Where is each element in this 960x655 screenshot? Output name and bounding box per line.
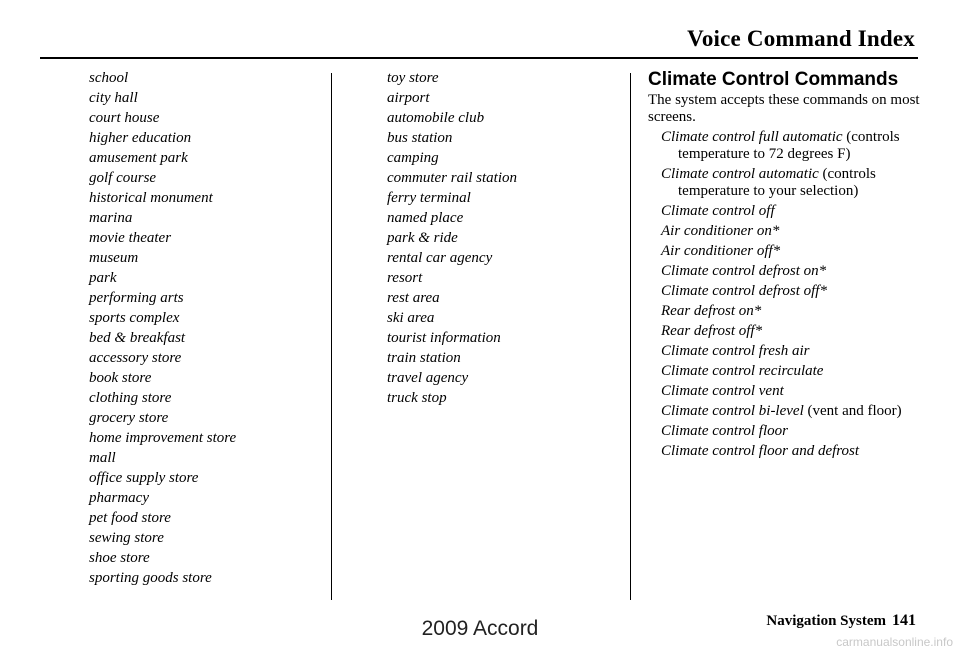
command-text: Climate control floor and defrost bbox=[661, 443, 860, 459]
command-text: Climate control automatic bbox=[661, 166, 819, 182]
list-item: park & ride bbox=[387, 230, 458, 246]
list-item: rest area bbox=[387, 290, 440, 306]
command-item bbox=[648, 383, 920, 400]
list-item: movie theater bbox=[89, 230, 172, 246]
command-item bbox=[648, 129, 920, 163]
command-note: (controls temperature to your selection) bbox=[678, 166, 876, 199]
command-item bbox=[648, 263, 920, 280]
list-item: ski area bbox=[387, 310, 435, 326]
command-text: Climate control recirculate bbox=[661, 363, 824, 379]
list-item: mall bbox=[89, 450, 116, 466]
column-divider-1 bbox=[331, 73, 332, 600]
command-text: Climate control floor bbox=[661, 423, 788, 439]
list-item: truck stop bbox=[387, 390, 447, 406]
command-item bbox=[648, 443, 920, 460]
command-item bbox=[648, 323, 920, 340]
command-text: Climate control bi-level bbox=[661, 403, 804, 419]
list-item: pharmacy bbox=[89, 490, 149, 506]
page-title: Voice Command Index bbox=[687, 26, 915, 51]
footer-section-name: Navigation System bbox=[766, 613, 886, 629]
command-text: Air conditioner on* bbox=[661, 223, 780, 239]
list-item: named place bbox=[387, 210, 464, 226]
list-item: bed & breakfast bbox=[89, 330, 186, 346]
list-item: marina bbox=[89, 210, 133, 226]
list-item: ferry terminal bbox=[387, 190, 471, 206]
list-item: grocery store bbox=[89, 410, 169, 426]
command-text: Climate control fresh air bbox=[661, 343, 810, 359]
command-item bbox=[648, 203, 920, 220]
list-item: amusement park bbox=[89, 150, 188, 166]
list-item: airport bbox=[387, 90, 430, 106]
list-item: park bbox=[89, 270, 117, 286]
list-item: camping bbox=[387, 150, 439, 166]
list-item: home improvement store bbox=[89, 430, 237, 446]
command-text: Climate control defrost on* bbox=[661, 263, 827, 279]
list-item: automobile club bbox=[387, 110, 485, 126]
list-item: higher education bbox=[89, 130, 192, 146]
command-item bbox=[648, 343, 920, 360]
list-item: office supply store bbox=[89, 470, 199, 486]
command-item bbox=[648, 243, 920, 260]
list-item: travel agency bbox=[387, 370, 469, 386]
list-item: commuter rail station bbox=[387, 170, 517, 186]
poi-category-list-1 bbox=[89, 68, 236, 588]
list-item: shoe store bbox=[89, 550, 150, 566]
list-item: court house bbox=[89, 110, 160, 126]
list-item: clothing store bbox=[89, 390, 172, 406]
list-item: school bbox=[89, 70, 129, 86]
page-number: 141 bbox=[892, 612, 916, 629]
climate-command-list bbox=[648, 129, 920, 460]
list-item: sporting goods store bbox=[89, 570, 212, 586]
list-item: museum bbox=[89, 250, 139, 266]
section-intro: The system accepts these commands on most screens. bbox=[648, 92, 920, 125]
list-item: performing arts bbox=[89, 290, 184, 306]
list-item: book store bbox=[89, 370, 152, 386]
command-item bbox=[648, 423, 920, 440]
watermark-site: carmanualsonline.info bbox=[836, 635, 953, 649]
command-text: Climate control full automatic bbox=[661, 129, 843, 145]
command-text: Climate control defrost off* bbox=[661, 283, 827, 299]
command-item bbox=[648, 403, 920, 420]
list-item: historical monument bbox=[89, 190, 213, 206]
column-divider-2 bbox=[630, 73, 631, 600]
command-text: Climate control vent bbox=[661, 383, 784, 399]
command-note: (controls temperature to 72 degrees F) bbox=[678, 129, 900, 162]
list-item: accessory store bbox=[89, 350, 182, 366]
list-item: sewing store bbox=[89, 530, 164, 546]
command-item bbox=[648, 283, 920, 300]
command-text: Rear defrost on* bbox=[661, 303, 762, 319]
list-item: golf course bbox=[89, 170, 157, 186]
command-item bbox=[648, 363, 920, 380]
command-item bbox=[648, 223, 920, 240]
command-text: Air conditioner off* bbox=[661, 243, 781, 259]
command-note: (vent and floor) bbox=[807, 403, 902, 419]
command-item bbox=[648, 303, 920, 320]
list-item: tourist information bbox=[387, 330, 501, 346]
command-text: Rear defrost off* bbox=[661, 323, 763, 339]
list-item: train station bbox=[387, 350, 461, 366]
header-rule bbox=[40, 57, 918, 59]
list-item: bus station bbox=[387, 130, 453, 146]
climate-control-section bbox=[648, 68, 920, 463]
command-text: Climate control off bbox=[661, 203, 775, 219]
list-item: rental car agency bbox=[387, 250, 493, 266]
watermark-model: 2009 Accord bbox=[421, 617, 539, 640]
list-item: sports complex bbox=[89, 310, 180, 326]
list-item: resort bbox=[387, 270, 423, 286]
list-item: pet food store bbox=[89, 510, 171, 526]
list-item: city hall bbox=[89, 90, 138, 106]
watermark bbox=[0, 617, 960, 649]
list-item: toy store bbox=[387, 70, 439, 86]
section-heading: Climate Control Commands bbox=[648, 69, 899, 90]
poi-category-list-2 bbox=[387, 68, 517, 408]
command-item bbox=[648, 166, 920, 200]
